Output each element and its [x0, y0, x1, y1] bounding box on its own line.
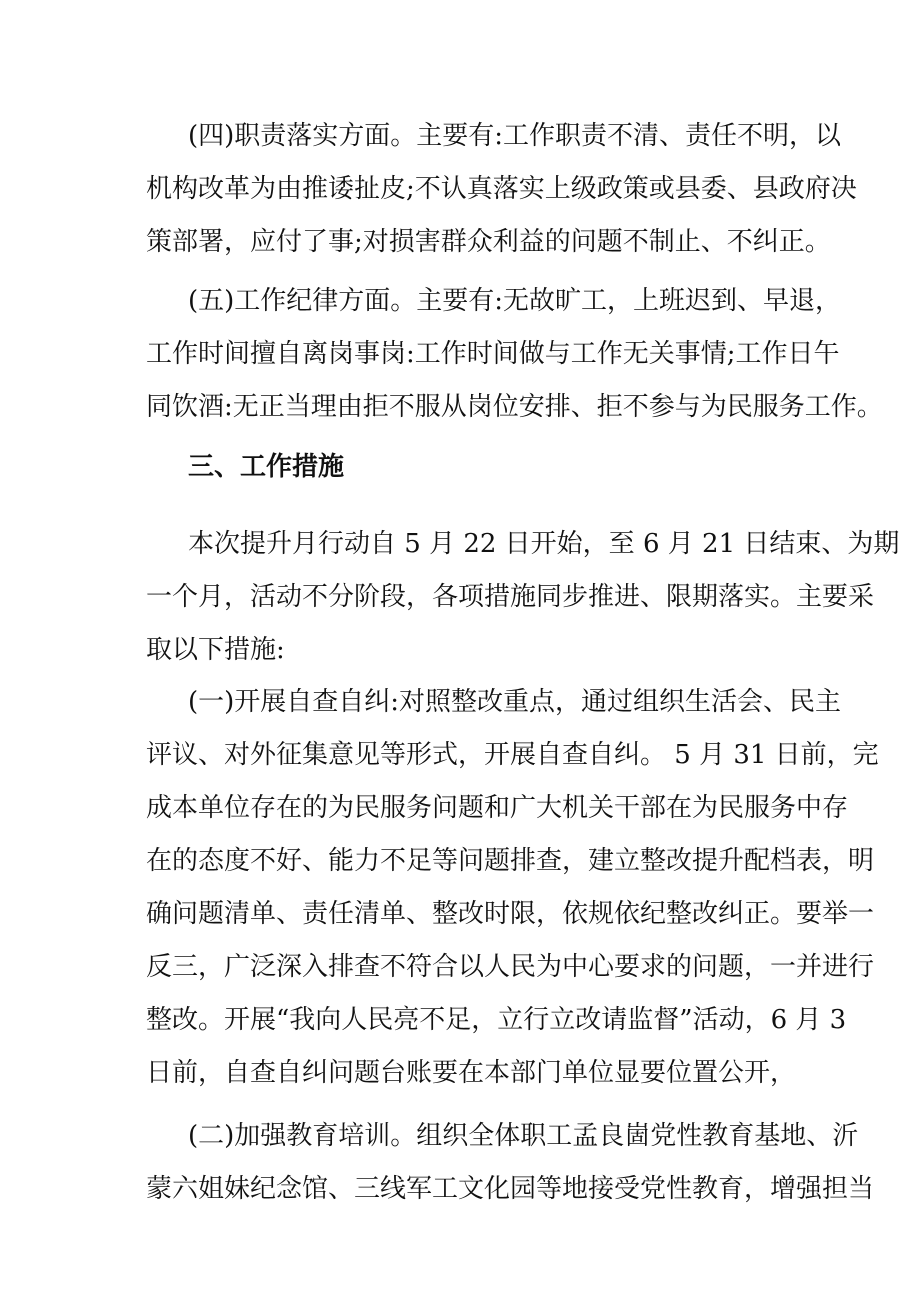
text-line: 策部署，应付了事;对损害群众利益的问题不制止、不纠正。 — [146, 227, 831, 257]
text-line: 评议、对外征集意见等形式，开展自查自纠。 5 月 31 日前，完 — [146, 740, 879, 770]
paragraph-action-period — [146, 518, 900, 677]
text-line: 取以下措施: — [146, 635, 285, 665]
text-line: 本次提升月行动自 5 月 22 日开始，至 6 月 21 日结束、为期 — [188, 529, 900, 559]
section-heading: 三、工作措施 — [188, 452, 345, 482]
text-line: 同饮酒:无正当理由拒不服从岗位安排、拒不参与为民服务工作。 — [146, 392, 883, 422]
text-line: 蒙六姐妹纪念馆、三线军工文化园等地接受党性教育，增强担当 — [146, 1174, 875, 1204]
text-line: 整改。开展“我向人民亮不足，立行立改请监督”活动，6 月 3 — [146, 1005, 847, 1035]
text-line: 一个月，活动不分阶段，各项措施同步推进、限期落实。主要采 — [146, 582, 875, 612]
text-line: 机构改革为由推诿扯皮;不认真落实上级政策或县委、县政府决 — [146, 174, 857, 204]
text-line: 工作时间擅自离岗事岗:工作时间做与工作无关事情;工作日午 — [146, 339, 840, 369]
text-line: 成本单位存在的为民服务问题和广大机关干部在为民服务中存 — [146, 793, 849, 823]
text-line: 在的态度不好、能力不足等问题排查，建立整改提升配档表，明 — [146, 846, 875, 876]
text-line: (二)加强教育培训。组织全体职工孟良崮党性教育基地、沂 — [188, 1121, 859, 1151]
paragraph-education-training — [146, 1110, 875, 1216]
text-line: 确问题清单、责任清单、整改时限，依规依纪整改纠正。要举一 — [146, 899, 875, 929]
text-line: 反三，广泛深入排查不符合以人民为中心要求的问题，一并进行 — [146, 952, 875, 982]
paragraph-duty-implementation — [146, 110, 857, 269]
paragraph-self-inspection — [146, 676, 879, 1100]
paragraph-work-discipline — [146, 275, 883, 434]
text-line: (四)职责落实方面。主要有:工作职责不清、责任不明，以 — [188, 121, 842, 151]
text-line: 日前，自查自纠问题台账要在本部门单位显要位置公开， — [146, 1058, 797, 1088]
text-line: (五)工作纪律方面。主要有:无故旷工，上班迟到、早退， — [188, 286, 842, 316]
text-line: (一)开展自查自纠:对照整改重点，通过组织生活会、民主 — [188, 687, 842, 717]
